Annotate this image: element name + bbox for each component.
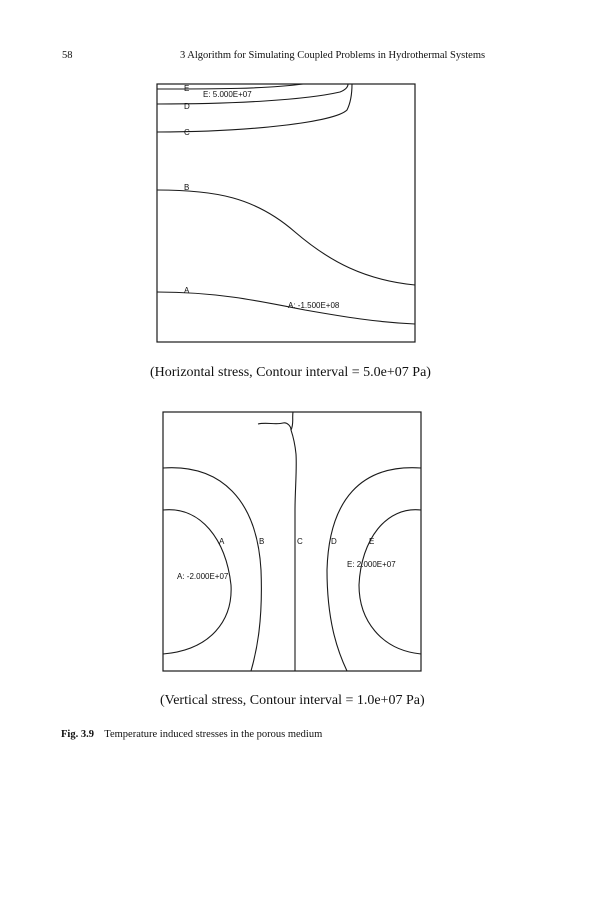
figure-caption [61, 729, 322, 740]
annotation-a-value: A: -2.000E+07 [177, 572, 229, 581]
figure-caption-text: Temperature induced stresses in the porous medium [104, 729, 323, 740]
running-head: 3 Algorithm for Simulating Coupled Problems in Hydrothermal Systems [180, 50, 486, 61]
vertical-stress-contour-plot [161, 410, 423, 674]
contour-label-e: E [184, 84, 190, 93]
contour-a [157, 292, 415, 324]
subcaption-horizontal: (Horizontal stress, Contour interval = 5.0e+07 Pa) [150, 365, 431, 380]
annotation-e-value: E: 5.000E+07 [203, 90, 252, 99]
contour-label-e: E [369, 537, 375, 546]
contour-c [291, 412, 296, 671]
annotation-a-value: A: -1.500E+08 [288, 301, 340, 310]
subcaption-vertical: (Vertical stress, Contour interval = 1.0e+07 Pa) [160, 693, 425, 708]
contour-label-b: B [259, 537, 265, 546]
contour-c-detail [258, 423, 291, 430]
contour-b-left [163, 468, 261, 671]
contour-b [157, 190, 415, 285]
plot-frame [157, 84, 415, 342]
contour-label-a: A [184, 286, 190, 295]
contour-label-a: A [219, 537, 225, 546]
figure-caption-spacer [97, 729, 102, 740]
plot-frame [163, 412, 421, 671]
horizontal-stress-contour-plot [155, 82, 417, 344]
contour-e-right [359, 510, 421, 654]
contour-label-c: C [184, 128, 190, 137]
contour-a-left [163, 510, 231, 654]
contour-label-c: C [297, 537, 303, 546]
contour-label-d: D [184, 102, 190, 111]
contour-e [157, 84, 303, 89]
page-number: 58 [62, 50, 73, 61]
annotation-e-value: E: 2.000E+07 [347, 560, 396, 569]
contour-d-right [327, 468, 421, 671]
figure-label: Fig. 3.9 [61, 729, 94, 740]
contour-label-b: B [184, 183, 190, 192]
contour-label-d: D [331, 537, 337, 546]
